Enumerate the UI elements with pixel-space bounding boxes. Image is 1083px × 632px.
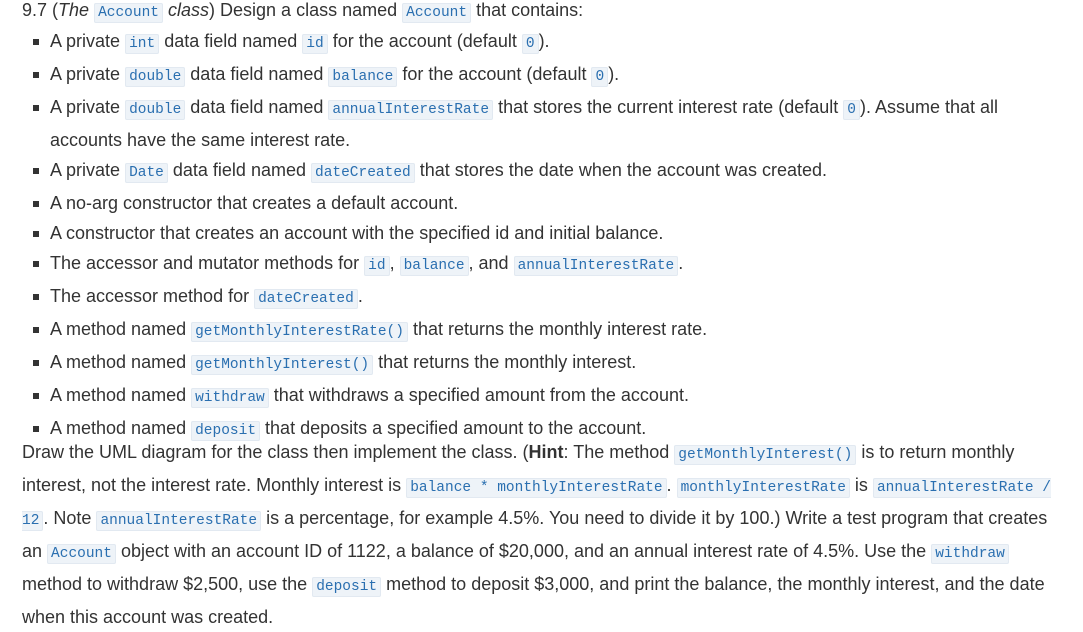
list-item: A method named getMonthlyInterest() that returns the monthly interest. [50,347,1060,380]
list-item: The accessor and mutator methods for id , balance , and annualInterestRate . [50,248,1060,281]
list-item: The accessor method for dateCreated . [50,281,1060,314]
title-text: ) Design a class named [209,0,398,20]
title-tail: that contains: [476,0,584,20]
list-item: A method named getMonthlyInterestRate() that returns the monthly interest rate. [50,314,1060,347]
hint-label: Hint [528,442,564,462]
list-item: A private int data field named id for the account (default 0 ). [50,26,1060,59]
title-class-code: Account [402,3,471,23]
list-item: A private double data field named balance for the account (default 0 ). [50,59,1060,92]
list-item: A private Date data field named dateCreated that stores the date when the account was created. [50,155,1060,188]
list-item: A private double data field named annualInterestRate that stores the current interest rate (default 0 ). Assume that all accounts have the same interest rate. [50,92,1060,155]
list-item: A method named deposit that deposits a specified amount to the account. [50,413,1060,446]
instructions-paragraph: Draw the UML diagram for the class then implement the class. (Hint: The method getMonthlyInterest() is to return monthly interest, not the interest rate. Monthly interest is balance * monthlyInterestRate . monthlyInterestRate is annualInterestRate / 12 . Note annualInterestRate is a percentage, for example 4.5%. You need to divide it by 100.) Write a test program that creates an Account object with an account ID of 1122, a balance of $20,000, and an annual interest rate of 4.5%. Use the withdraw method to withdraw $2,500, use the deposit method to deposit $3,000, and print the balance, the monthly interest, and the date when this account was created. [22,442,1051,627]
title-italic: The [58,0,90,20]
title-class-word: class [168,0,210,20]
exercise-number: 9.7 ( [22,0,59,20]
requirements-list [22,26,1060,446]
list-item: A no-arg constructor that creates a default account. [50,188,1060,218]
list-item: A constructor that creates an account with the specified id and initial balance. [50,218,1060,248]
list-item: A method named withdraw that withdraws a specified amount from the account. [50,380,1060,413]
title-code: Account [94,3,163,23]
exercise-title [22,0,583,25]
